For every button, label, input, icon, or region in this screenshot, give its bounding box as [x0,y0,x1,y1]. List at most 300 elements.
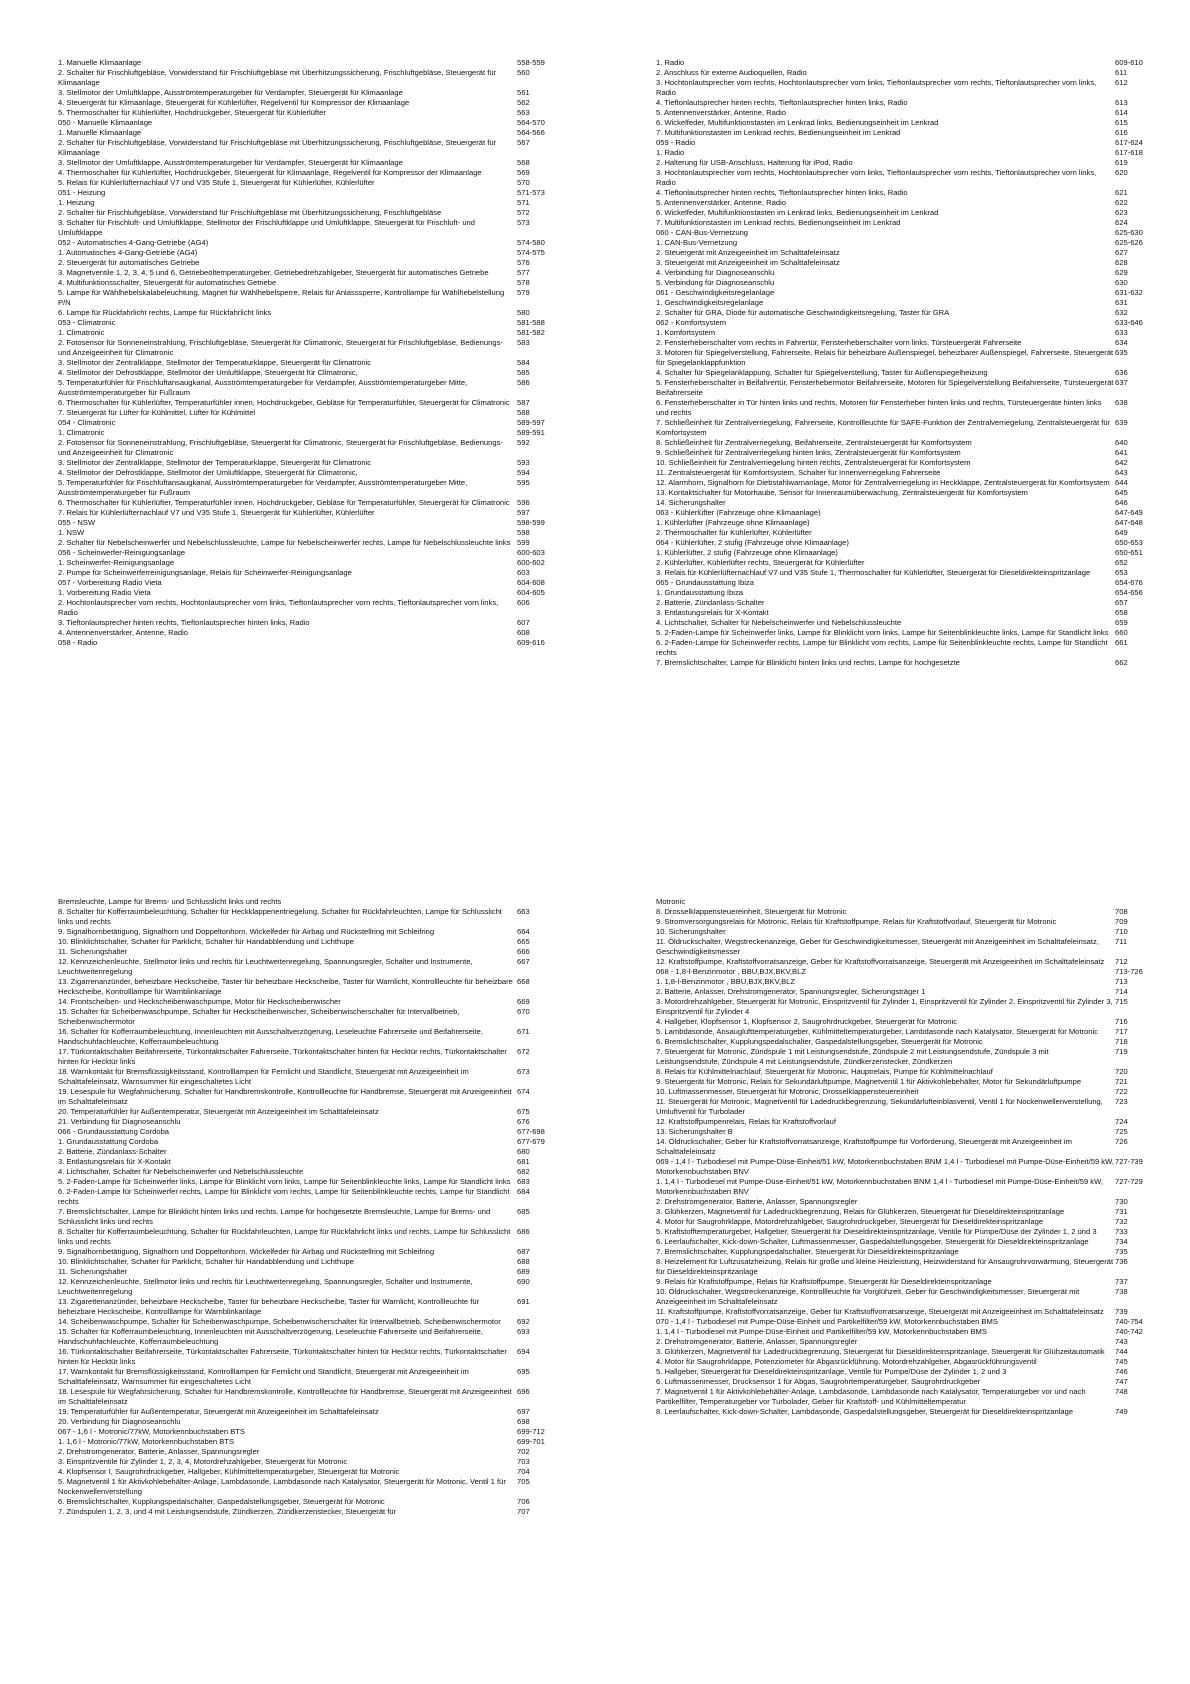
toc-entry-page: 669 [517,997,530,1006]
toc-entry [656,1377,1173,1387]
toc-entry-title: 16. Türkontaktschalter Beifahrerseite, Türkontaktschalter Fahrerseite, Türkontaktschalter hinten für Hecktür rechts, Türkontaktschalter hinten für Hecktür links [58,1347,507,1366]
toc-entry-title: 7. Schließeinheit für Zentralverriegelung, Fahrerseite, Kontrollleuchte für SAFE-Funktion der Zentralverriegelung, Zentralsteuergerät für Komfortsystem [656,418,1111,437]
toc-entry-page: 731 [1115,1207,1128,1216]
toc-entry [656,1387,1173,1407]
toc-entry [58,128,575,138]
toc-entry-page: 625-630 [1115,228,1143,237]
toc-entry-title: 7. Bremslichtschalter, Lampe für Blinklicht hinten links und rechts, Lampe für hochgesetzte [656,658,960,667]
toc-entry [58,568,575,578]
toc-entry [656,568,1173,578]
toc-entry-page: 600-603 [517,548,545,557]
toc-entry [58,588,575,598]
toc-entry-title: 4. Antennenverstärker, Antenne, Radio [58,628,189,637]
toc-entry [656,1367,1173,1377]
toc-entry [58,288,575,308]
toc-entry-title: 6. Bremslichtschalter, Kupplungspedalschalter, Gaspedalstellungsgeber, Steuergerät für Motronic [58,1497,385,1506]
toc-entry [656,108,1173,118]
toc-entry-title: 4. Tieftonlautsprecher hinten rechts, Tieftonlautsprecher hinten links, Radio [656,98,908,107]
toc-entry-page: 719 [1115,1047,1128,1056]
toc-entry-title: 058 - Radio [58,638,98,647]
toc-entry-page: 681 [517,1157,530,1166]
toc-entry [58,98,575,108]
toc-entry-title: 5. Antennenverstärker, Antenne, Radio [656,108,787,117]
toc-entry-page: 573 [517,218,530,227]
toc-entry [656,1227,1173,1237]
toc-entry-page: 643 [1115,468,1128,477]
toc-entry [58,1107,575,1117]
toc-entry-title: 1. CAN-Bus-Vernetzung [656,238,738,247]
toc-entry-page: 722 [1115,1087,1128,1096]
toc-entry-page: 624 [1115,218,1128,227]
toc-entry [656,927,1173,937]
toc-entry-title: 3. Stellmotor der Zentralklappe, Stellmotor der Temperaturklappe, Steuergerät für Climatronic [58,358,372,367]
toc-entry-page: 657 [1115,598,1128,607]
toc-entry [58,558,575,568]
toc-entry [656,278,1173,288]
toc-entry-page: 740-742 [1115,1327,1143,1336]
toc-entry-page: 567 [517,138,530,147]
toc-entry-title: 3. Einspritzventile für Zylinder 1, 2, 3, 4, Motordrehzahlgeber, Steuergerät für Motronic [58,1457,348,1466]
toc-column-top-left [58,58,575,648]
toc-entry [58,1207,575,1227]
toc-entry-title: 4. Stellmotor der Defrostklappe, Stellmotor der Umluftklappe, Steuergerät für Climatronic, [58,368,358,377]
toc-entry-title: 12. Kraftstoffpumpe, Kraftstoffvorratsanzeige, Geber für Kraftstoffvorratsanzeige, Steuergerät mit Anzeigeeinheit im Schalttafeleinsatz [656,957,1105,966]
toc-entry-title: 20. Temperaturfühler für Außentemperatur, Steuergerät mit Anzeigeeinheit im Schalttafeleinsatz [58,1107,379,1116]
toc-entry-page: 563 [517,108,530,117]
toc-entry-page: 599 [517,538,530,547]
toc-entry [656,1047,1173,1067]
toc-entry-title: 8. Heizelement für Luftzusatzheizung, Relais für große und kleine Heizleistung, Heizwiderstand für Ansaugrohrvorwärmung, Steuergerät für Dieseldirekteinspritzanlage [656,1257,1114,1276]
toc-entry-page: 622 [1115,198,1128,207]
toc-entry [656,1337,1173,1347]
toc-entry [656,907,1173,917]
toc-entry-title: 1. Kühlerlüfter, 2 stufig (Fahrzeuge ohne Klimaanlage) [656,548,838,557]
toc-entry-title: 5. Verbindung für Diagnoseanschlu [656,278,775,287]
toc-entry-page: 713 [1115,977,1128,986]
toc-entry-page: 620 [1115,168,1128,177]
toc-entry-page: 611 [1115,68,1128,77]
toc-column-bottom-left [58,897,575,1517]
toc-entry-page: 606 [517,598,530,607]
toc-entry [58,438,575,458]
toc-entry-page: 568 [517,158,530,167]
toc-entry-title: 6. Leerlaufschalter, Kick-down-Schalter, Luftmassenmesser, Gaspedalstellungsgeber, Steuergerät für Dieseldirekteinspritzanlage [656,1237,1089,1246]
toc-entry [58,408,575,418]
toc-entry [656,1087,1173,1097]
toc-entry-title: 13. Kontaktschalter für Motorhaube, Sensor für Innenraumüberwachung, Zentralsteuergerät für Komfortsystem [656,488,1028,497]
toc-entry-title: 1. Radio [656,148,685,157]
toc-entry [58,1267,575,1277]
toc-entry-title: 4. Lichtschalter, Schalter für Nebelscheinwerfer und Nebelschlussleuchte [58,1167,304,1176]
toc-entry-page: 699-712 [517,1427,545,1436]
toc-entry [656,1347,1173,1357]
toc-entry [58,538,575,548]
toc-entry-title: 3. Magnetventile 1, 2, 3, 4, 5 und 6, Getriebeöltemperaturgeber, Getriebedrehzahlgeber, Steuergerät für automatisches Getriebe [58,268,489,277]
toc-entry-page: 578 [517,278,530,287]
toc-entry-page: 691 [517,1297,530,1306]
toc-entry [58,1387,575,1407]
toc-entry-title: 9. Signalhornbetätigung, Signalhorn und Doppeltonhorn, Wickelfeder für Airbag und Rückstellring mit Schleifring [58,927,435,936]
toc-entry [58,528,575,538]
toc-entry-title: 055 - NSW [58,518,96,527]
toc-entry-page: 558-559 [517,58,545,67]
toc-entry-title: 12. Kennzeichenleuchte, Stellmotor links und rechts für Leuchtweitenregelung, Spannungsregler, Schalter und Instrumente, Leuchtweitenregelung [58,1277,473,1296]
toc-entry [58,398,575,408]
toc-entry [656,1157,1173,1177]
toc-entry-page: 749 [1115,1407,1128,1416]
toc-entry-page: 709 [1115,917,1128,926]
toc-entry-page: 597 [517,508,530,517]
toc-entry [656,288,1173,298]
toc-entry-title: 2. Fotosensor für Sonneneinstrahlung, Frischluftgebläse, Steuergerät für Climatronic, Steuergerät für Frischluftgebläse, Bedienungs- und Anzeigeeinheit für Climatronic [58,338,503,357]
toc-entry [58,478,575,498]
toc-entry-title: 14. Frontscheiben- und Heckscheibenwaschpumpe, Motor für Heckscheibenwischer [58,997,341,1006]
toc-entry-title: 14. Scheibenwaschpumpe, Schalter für Scheibenwaschpumpe, Scheibenwischerschalter für Intervallbetrieb, Scheibenwischermotor [58,1317,501,1326]
toc-entry-title: 10. Sicherungshalter [656,927,726,936]
toc-entry-title: 8. Schließeinheit für Zentralverriegelung, Beifahrerseite, Zentralsteuergerät für Komfortsystem [656,438,972,447]
toc-entry-title: 2. Kühlerlüfter, Kühlerlüfter rechts, Steuergerät für Kühlerlüfter [656,558,865,567]
toc-entry [58,1157,575,1167]
toc-entry [656,538,1173,548]
toc-entry [58,108,575,118]
toc-entry-page: 589-591 [517,428,545,437]
toc-entry-page: 714 [1115,987,1128,996]
toc-entry [58,1467,575,1477]
toc-entry-title: 5. Lampe für Wählhebelskalabeleuchtung, Magnet für Wählhebelsperre, Relais für Anlasssperre, Kontrollampe für Wählhebelstellung P/N [58,288,505,307]
toc-entry-title: 061 - Geschwindigkeitsregelanlage [656,288,775,297]
toc-entry-title: 3. Glühkerzen, Magnetventil für Ladedruckbegrenzung, Relais für Glühkerzen, Steuergerät für Dieseldirekteinspritzanlage [656,1207,1065,1216]
toc-entry-page: 683 [517,1177,530,1186]
toc-entry-page: 736 [1115,1257,1128,1266]
toc-entry-title: 17. Türkontaktschalter Beifahrerseite, Türkontaktschalter Fahrerseite, Türkontaktschalter hinten für Hecktür rechts, Türkontaktschalter hinten für Hecktür links [58,1047,507,1066]
toc-entry [58,1317,575,1327]
toc-entry [58,1147,575,1157]
toc-entry-page: 646 [1115,498,1128,507]
toc-entry-title: 7. Multifunktionstasten im Lenkrad rechts, Bedienungseinheit im Lenkrad [656,128,901,137]
toc-entry [656,148,1173,158]
toc-entry-title: 060 - CAN-Bus-Vernetzung [656,228,749,237]
toc-entry [656,997,1173,1017]
toc-entry-page: 740-754 [1115,1317,1143,1326]
toc-entry [58,1027,575,1047]
toc-entry-title: 4. Steuergerät für Klimaanlage, Steuergerät für Kühlerlüfter, Regelventil für Kompressor der Klimaanlage [58,98,410,107]
toc-entry-page: 674 [517,1087,530,1096]
toc-entry-title: 4. Verbindung für Diagnoseanschlu [656,268,775,277]
toc-entry-page: 650-653 [1115,538,1143,547]
toc-entry-page: 715 [1115,997,1128,1006]
toc-entry-title: 9. Relais für Kraftstoffpumpe, Relais für Kraftstoffpumpe, Steuergerät für Dieseldirekteinspritzanlage [656,1277,992,1286]
toc-entry-title: 1. Kühlerlüfter (Fahrzeuge ohne Klimaanlage) [656,518,810,527]
toc-entry [58,248,575,258]
toc-entry-title: 6. Bremslichtschalter, Kupplungspedalschalter, Gaspedalstellungsgeber, Steuergerät für Motronic [656,1037,983,1046]
toc-entry [58,1477,575,1497]
toc-entry [656,1357,1173,1367]
toc-entry-title: 3. Motordrehzahlgeber, Steuergerät für Motronic, Einspritzventil für Zylinder 1, Einspritzventil für Zylinder 2, Einspritzventil für Zylinder 3, Einspritzventil für Zylinder 4 [656,997,1113,1016]
toc-entry-page: 576 [517,258,530,267]
toc-entry-title: 11. Steuergerät für Motronic, Magnetventil für Ladedruckbegrenzung, Sekundärlufteinblasventil, Ventil 1 für Nockenwellenverstellung, Umluftventil für Turbolader [656,1097,1103,1116]
toc-entry-title: 3. Relais für Kühlerlüfternachlauf V7 und V35 Stufe 1, Thermoschalter für Kühlerlüfter, Steuergerät für Dieseldirekteinspritzanlage [656,568,1091,577]
toc-entry-title: 13. Zigarrenanzünder, beheizbare Heckscheibe, Taster für beheizbare Heckscheibe, Taster für Warnlicht, Kontrollleuchte für beheizbare Heckscheibe, Kontrolllampe für Warnblinkanlage [58,977,513,996]
toc-entry-page: 652 [1115,558,1128,567]
toc-entry-title: 1. Vorbereitung Radio Vieta [58,588,151,597]
toc-entry [656,1027,1173,1037]
toc-entry-title: 6. Thermoschalter für Kühlerlüfter, Temperaturfühler innen, Hochdruckgeber, Gebläse für Temperaturfühler, Steuergerät für Climatronic [58,498,510,507]
toc-entry [58,338,575,358]
toc-entry-page: 743 [1115,1337,1128,1346]
toc-entry-page: 571-573 [517,188,545,197]
toc-entry [58,1327,575,1347]
toc-entry-title: 12. Alarmhorn, Signalhorn für Diebstahlwarnanlage, Motor für Zentralverriegelung in Heckklappe, Zentralsteuergerät für Komfortsystem [656,478,1110,487]
toc-entry-page: 615 [1115,118,1128,127]
toc-entry-title: 4. Multifunktionsschalter, Steuergerät für automatisches Getriebe [58,278,277,287]
toc-entry [58,1247,575,1257]
toc-entry [656,228,1173,238]
toc-entry [656,977,1173,987]
toc-entry [58,937,575,947]
toc-entry-title: 4. Motor für Saugrohrklappe, Potenziometer für Abgasrückführung, Motordrehzahlgeber, Abgasrückführungsventil [656,1357,1037,1366]
toc-entry-title: 8. Schalter für Kofferraumbeleuchtung, Schalter für Heckklappenentriegelung, Schalter für Rückfahrleuchten, Lampe für Schlusslicht links und rechts [58,907,502,926]
toc-entry-title: 14. Öldruckschalter, Geber für Kraftstoffvorratsanzeige, Kraftstoffpumpe für Vorförderung, Steuergerät mit Anzeigeeinheit im Schalttafeleinsatz [656,1137,1072,1156]
toc-entry-title: 3. Motoren für Spiegelverstellung, Fahrerseite, Relais für beheizbare Außenspiegel, beheizbarer Außenspiegel, Fahrerseite, Steuergerät für Spiegelanklappfunktion [656,348,1114,367]
toc-entry-page: 725 [1115,1127,1128,1136]
toc-entry [58,578,575,588]
toc-entry [58,1187,575,1207]
toc-entry-title: 1. Automatisches 4-Gang-Getriebe (AG4) [58,248,198,257]
toc-entry-page: 609-610 [1115,58,1143,67]
toc-entry [58,618,575,628]
toc-entry-title: 3. Entlastungsrelais für X-Kontakt [58,1157,171,1166]
toc-entry [656,578,1173,588]
toc-entry-page: 617-624 [1115,138,1143,147]
toc-entry-page: 598 [517,528,530,537]
toc-entry-title: 054 - Climatronic [58,418,116,427]
toc-entry-title: 18. Lesespule für Wegfahrsicherung, Schalter für Handbremskontrolle, Kontrollleuchte für Handbremse, Steuergerät mit Anzeigeeinheit im Schalttafeleinsatz [58,1387,512,1406]
toc-entry [58,1367,575,1387]
toc-entry-page: 579 [517,288,530,297]
toc-entry [656,58,1173,68]
toc-entry-page: 732 [1115,1217,1128,1226]
toc-entry-page: 693 [517,1327,530,1336]
toc-entry [656,1257,1173,1277]
toc-entry-title: 5. Fensterheberschalter in Beifahrertür, Fensterhebermotor Beifahrerseite, Motoren für Spiegelverstellung Beifahrerseite, Türsteuergerät Beifahrerseite [656,378,1114,397]
toc-entry-page: 660 [1115,628,1128,637]
toc-entry-page: 600-602 [517,558,545,567]
toc-entry [58,1407,575,1417]
toc-entry-title: 5. Antennenverstärker, Antenne, Radio [656,198,787,207]
toc-entry-title: 1. 1,4 l - Turbodiesel mit Pumpe-Düse-Einheit/51 kW, Motorkennbuchstaben BNM 1,4 l - Turbodiesel mit Pumpe-Düse-Einheit/59 kW, Motorkennbuchstaben BNV [656,1177,1103,1196]
toc-entry-page: 647-649 [1115,508,1143,517]
toc-entry [58,88,575,98]
toc-entry [656,1317,1173,1327]
toc-entry [656,1207,1173,1217]
toc-entry-title: 065 - Grundausstattung Ibiza [656,578,754,587]
toc-entry-page: 637 [1115,378,1128,387]
toc-entry [58,1137,575,1147]
toc-entry-page: 704 [517,1467,530,1476]
toc-entry-title: 3. Schalter für Frischluft- und Umluftklappe, Stellmotor der Frischluftklappe und Umluftklappe, Steuergerät für Frischluft- und Umluftklappe [58,218,475,237]
toc-entry-page: 687 [517,1247,530,1256]
toc-entry-title: 2. Thermoschalter für Kühlerlüfter, Kühlerlüfter [656,528,812,537]
toc-entry-page: 647-648 [1115,518,1143,527]
toc-entry-page: 695 [517,1367,530,1376]
toc-entry-title: 17. Warnkontakt für Bremsflüssigkeitsstand, Kontrolllampen für Fernlicht und Standlicht, Steuergerät mit Anzeigeeinheit im Schalttafeleinsatz, Warnsummer für eingeschaltetes Licht [58,1367,469,1386]
toc-entry-title: 7. Zündspulen 1, 2, 3, und 4 mit Leistungsendstufe, Zündkerzen, Zündkerzenstecker, Steuergerät für [58,1507,397,1516]
toc-entry-title: 2. Schalter für Frischluftgebläse, Vorwiderstand für Frischluftgebläse mit Überhitzungssicherung, Frischluftgebläse, Steuergerät für Klimaanlage [58,138,497,157]
toc-entry-title: 5. Kraftstofftemperaturgeber, Hallgeber, Steuergerät für Dieseldirekteinspritzanlage, Ventile für Pumpe/Düse der Zylinder 1, 2 und 3 [656,1227,1097,1236]
toc-entry-page: 712 [1115,957,1128,966]
toc-entry [58,208,575,218]
toc-entry-title: 2. Batterie, Zündanlass-Schalter [58,1147,167,1156]
toc-entry-title: 8. Schalter für Kofferraumbeleuchtung, Schalter für Rückfahrleuchten, Lampe für Rückfahrlicht links und rechts, Lampe für Schlusslicht links und rechts [58,1227,511,1246]
toc-entry-page: 694 [517,1347,530,1356]
toc-entry-page: 608 [517,628,530,637]
toc-entry-title: 5. Temperaturfühler für Frischluftansaugkanal, Ausströmtemperaturgeber für Verdampfer, Ausströmtemperaturgeber Mitte, Ausströmtemperaturgeber für Fußraum [58,378,468,397]
toc-entry [58,368,575,378]
toc-entry-page: 733 [1115,1227,1128,1236]
toc-entry-page: 688 [517,1257,530,1266]
toc-column-top-right [656,58,1173,668]
toc-entry [656,268,1173,278]
toc-entry-title: 050 - Manuelle Klimaanlage [58,118,153,127]
toc-entry [656,508,1173,518]
toc-entry [58,468,575,478]
toc-entry-page: 560 [517,68,530,77]
toc-entry [58,1427,575,1437]
toc-entry [656,1287,1173,1307]
toc-entry-title: 18. Warnkontakt für Bremsflüssigkeitsstand, Kontrolllampen für Fernlicht und Standlicht, Steuergerät mit Anzeigeeinheit im Schalttafeleinsatz, Warnsummer für eingeschaltetes Licht [58,1067,469,1086]
toc-entry-page: 612 [1115,78,1128,87]
toc-entry-title: Bremsleuchte, Lampe für Brems- und Schlusslicht links und rechts [58,897,282,906]
toc-entry-title: 3. Stellmotor der Umluftklappe, Ausströmtemperaturgeber für Verdampfer, Steuergerät für Klimaanlage [58,158,403,167]
toc-entry-page: 710 [1115,927,1128,936]
toc-entry [656,1197,1173,1207]
toc-entry [656,198,1173,208]
toc-entry [58,1067,575,1087]
toc-entry [58,997,575,1007]
toc-entry [58,118,575,128]
toc-entry [58,508,575,518]
toc-entry-page: 592 [517,438,530,447]
toc-entry [58,907,575,927]
toc-entry-title: 052 - Automatisches 4-Gang-Getriebe (AG4) [58,238,209,247]
toc-entry-title: 3. Hochtonlautsprecher vorn rechts, Hochtonlautsprecher vorn links, Tieftonlautsprecher vorn rechts, Tieftonlautsprecher vorn links, Radio [656,168,1097,187]
toc-entry-title: 9. Stromversorgungsrelais für Motronic, Relais für Kraftstoffpumpe, Relais für Kraftstoffvorlauf, Steuergerät für Motronic [656,917,1057,926]
toc-entry-page: 707 [517,1507,530,1516]
toc-entry-page: 607 [517,618,530,627]
toc-entry-page: 581-582 [517,328,545,337]
toc-entry [656,1217,1173,1227]
toc-entry-page: 604-605 [517,588,545,597]
toc-entry [58,318,575,328]
toc-entry [656,558,1173,568]
toc-entry [656,448,1173,458]
toc-entry [656,1237,1173,1247]
toc-entry-title: 1. Geschwindigkeitsregelanlage [656,298,764,307]
toc-entry-page: 633-646 [1115,318,1143,327]
toc-entry-page: 746 [1115,1367,1128,1376]
toc-entry-page: 617-618 [1115,148,1143,157]
toc-entry-page: 564-566 [517,128,545,137]
toc-entry-title: 3. Hochtonlautsprecher vorn rechts, Hochtonlautsprecher vorn links, Tieftonlautsprecher vorn rechts, Tieftonlautsprecher vorn links, Radio [656,78,1097,97]
toc-entry-title: 14. Sicherungshalter [656,498,726,507]
toc-entry [656,1097,1173,1117]
toc-entry [656,488,1173,498]
toc-entry-title: 8. Relais für Kühlmittelnachlauf, Steuergerät für Motronic, Hauptrelais, Pumpe für Kühlmittelnachlauf [656,1067,993,1076]
toc-entry [58,1087,575,1107]
toc-entry-title: 7. Bremslichtschalter, Lampe für Blinklicht hinten links und rechts, Lampe für hochgesetzte Bremsleuchte, Lampe für Brems- und Schlusslicht links und rechts [58,1207,491,1226]
toc-entry-title: 4. Thermoschalter für Kühlerlüfter, Hochdruckgeber, Steuergerät für Klimaanlage, Regelventil für Kompressor der Klimaanlage [58,168,482,177]
toc-entry-title: 6. Fensterheberschalter in Tür hinten links und rechts, Motoren für Fensterheber hinten links und rechts, Türsteuergeräte hinten links und rechts [656,398,1102,417]
toc-entry [58,1297,575,1317]
toc-entry-page: 621 [1115,188,1128,197]
toc-entry-title: 3. Steuergerät mit Anzeigeeinheit im Schalttafeleinsatz [656,258,840,267]
toc-entry [656,967,1173,977]
toc-entry [656,1067,1173,1077]
toc-entry-title: 11. Zentralsteuergerät für Komfortsystem, Schalter für Innenverriegelung Fahrerseite [656,468,941,477]
toc-entry [58,1507,575,1517]
toc-entry [656,348,1173,368]
toc-entry-title: 2. Steuergerät mit Anzeigeeinheit im Schalttafeleinsatz [656,248,840,257]
toc-entry-title: 5. 2-Faden-Lampe für Scheinwerfer links, Lampe für Blinklicht vorn links, Lampe für Seitenblinkleuchte links, Lampe für Standlicht links [656,628,1109,637]
toc-entry-page: 650-651 [1115,548,1143,557]
toc-entry-page: 594 [517,468,530,477]
toc-entry-page: 716 [1115,1017,1128,1026]
toc-entry-title: 1. Komfortsystem [656,328,716,337]
toc-entry-page: 717 [1115,1027,1128,1036]
toc-entry [656,608,1173,618]
toc-entry [58,548,575,558]
toc-entry-page: 631 [1115,298,1128,307]
toc-entry-title: 2. Fotosensor für Sonneneinstrahlung, Frischluftgebläse, Steuergerät für Climatronic, Steuergerät für Frischluftgebläse, Bedienungs- und Anzeigeeinheit für Climatronic [58,438,503,457]
toc-entry [58,158,575,168]
toc-entry-page: 649 [1115,528,1128,537]
toc-entry-page: 677-679 [517,1137,545,1146]
toc-entry [656,158,1173,168]
toc-entry-page: 625-626 [1115,238,1143,247]
toc-entry-title: 5. 2-Faden-Lampe für Scheinwerfer links, Lampe für Blinklicht vorn links, Lampe für Seitenblinkleuchte links, Lampe für Standlicht links [58,1177,511,1186]
toc-entry [656,238,1173,248]
toc-entry-title: 062 - Komfortsystem [656,318,727,327]
toc-entry-title: 16. Schalter für Kofferraumbeleuchtung, Innenleuchten mit Ausschaltverzögerung, Leseleuchte Fahrerseite und Beifahrerseite, Handschuhfachleuchte, Kofferraumbeleuchtung [58,1027,483,1046]
toc-entry [58,628,575,638]
toc-entry [58,308,575,318]
toc-entry-page: 735 [1115,1247,1128,1256]
toc-entry-title: 11. Öldruckschalter, Wegstreckenanzeige, Geber für Geschwindigkeitsmesser, Steuergerät mit Anzeigeeinheit im Schalttafeleinsatz, Geschwindigkeitsmesser [656,937,1099,956]
toc-entry-page: 711 [1115,937,1128,946]
toc-entry-page: 638 [1115,398,1128,407]
toc-entry-page: 682 [517,1167,530,1176]
toc-entry [58,498,575,508]
toc-entry [656,188,1173,198]
toc-entry [656,308,1173,318]
toc-entry [58,1117,575,1127]
toc-entry-title: 3. Stellmotor der Zentralklappe, Stellmotor der Temperaturklappe, Steuergerät für Climatronic [58,458,372,467]
toc-entry-page: 596 [517,498,530,507]
toc-entry-title: 4. Klopfsensor I, Saugrohrdruckgeber, Hallgeber, Kühlmitteltemperaturgeber, Steuergerät für Motronic [58,1467,400,1476]
toc-entry [656,658,1173,668]
toc-entry-page: 668 [517,977,530,986]
toc-entry-page: 667 [517,957,530,966]
toc-entry-title: 13. Sicherungshalter B [656,1127,733,1136]
toc-entry-page: 745 [1115,1357,1128,1366]
toc-entry-page: 589-597 [517,418,545,427]
toc-entry-title: 057 - Vorbereitung Radio Vieta [58,578,162,587]
toc-entry-title: 067 - 1,6 l - Motronic/77kW, Motorkennbuchstaben BTS [58,1427,245,1436]
toc-entry-title: 5. Lambdasonde, Ansauglufttemperaturgeber, Kühlmitteltemperaturgeber, Lambdasonde nach Katalysator, Steuergerät für Motronic [656,1027,1098,1036]
toc-entry-title: 5. Relais für Kühlerlüfternachlauf V7 und V35 Stufe 1, Steuergerät für Kühlerlüfter, Kühlerlüfter [58,178,375,187]
toc-entry [656,528,1173,538]
toc-entry-page: 604-608 [517,578,545,587]
